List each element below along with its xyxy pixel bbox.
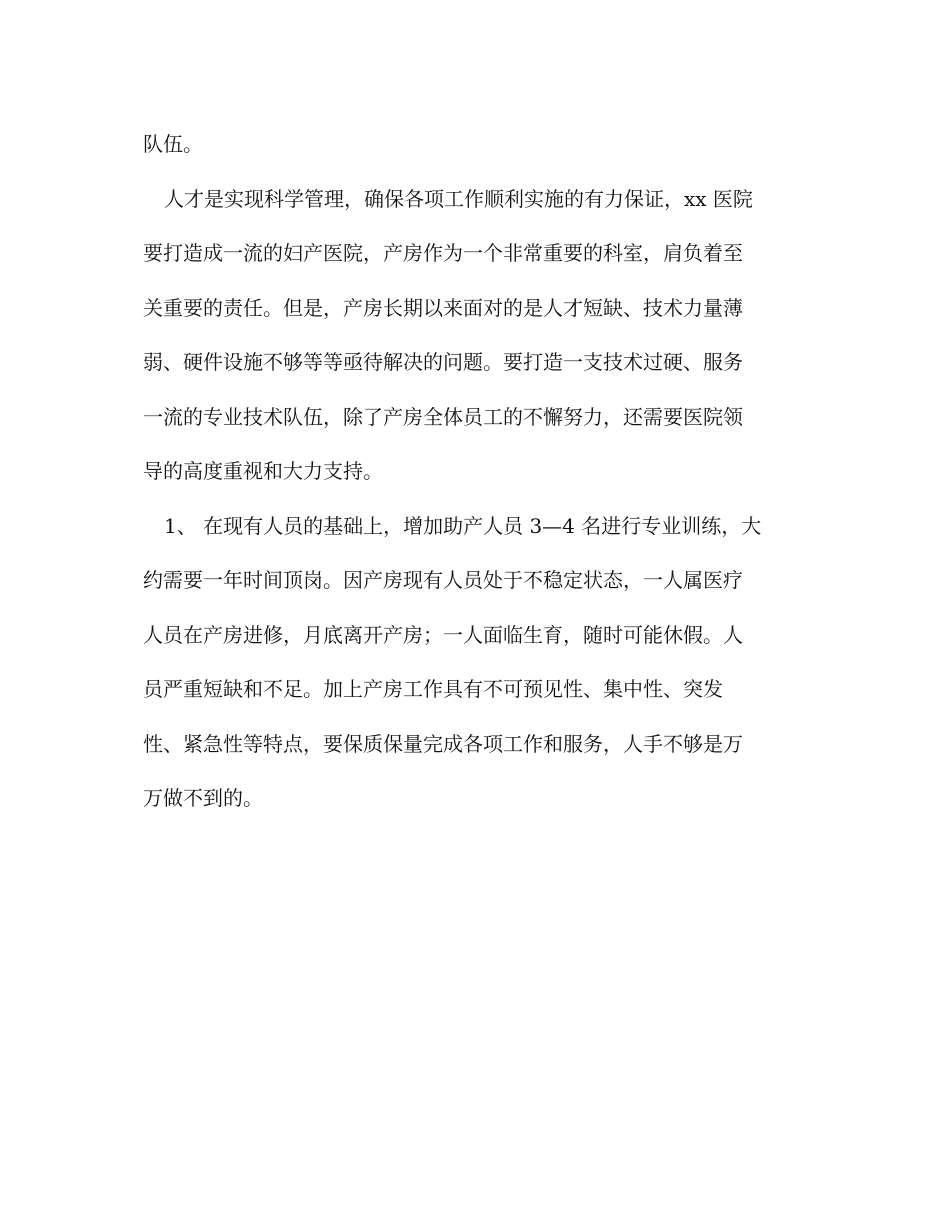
paragraph-start-line: 人才是实现科学管理，确保各项工作顺利实施的有力保证，xx 医院 — [164, 186, 753, 211]
text-line: 一流的专业技术队伍，除了产房全体员工的不懈努力，还需要医院领 — [143, 404, 743, 429]
text-line: 导的高度重视和大力支持。 — [143, 459, 383, 483]
text-line: 要打造成一流的妇产医院，产房作为一个非常重要的科室，肩负着至 — [143, 241, 743, 265]
text-line: 性、紧急性等特点，要保质保量完成各项工作和服务，人手不够是万 — [143, 731, 743, 756]
text-line: 关重要的责任。但是，产房长期以来面对的是人才短缺、技术力量薄 — [143, 295, 743, 320]
document-body — [143, 117, 813, 826]
text-line: 约需要一年时间顶岗。因产房现有人员处于不稳定状态，一人属医疗 — [143, 568, 743, 592]
text-line: 万做不到的。 — [143, 786, 263, 810]
text-line: 弱、硬件设施不够等等亟待解决的问题。要打造一支技术过硬、服务 — [143, 350, 743, 374]
text-line: 人员在产房进修，月底离开产房；一人面临生育，随时可能休假。人 — [143, 622, 743, 647]
text-line: 队伍。 — [143, 132, 203, 156]
text-line: 员严重短缺和不足。加上产房工作具有不可预见性、集中性、突发 — [143, 677, 723, 701]
list-item-start-line: 1、 在现有人员的基础上，增加助产人员 3—4 名进行专业训练，大 — [164, 513, 762, 538]
